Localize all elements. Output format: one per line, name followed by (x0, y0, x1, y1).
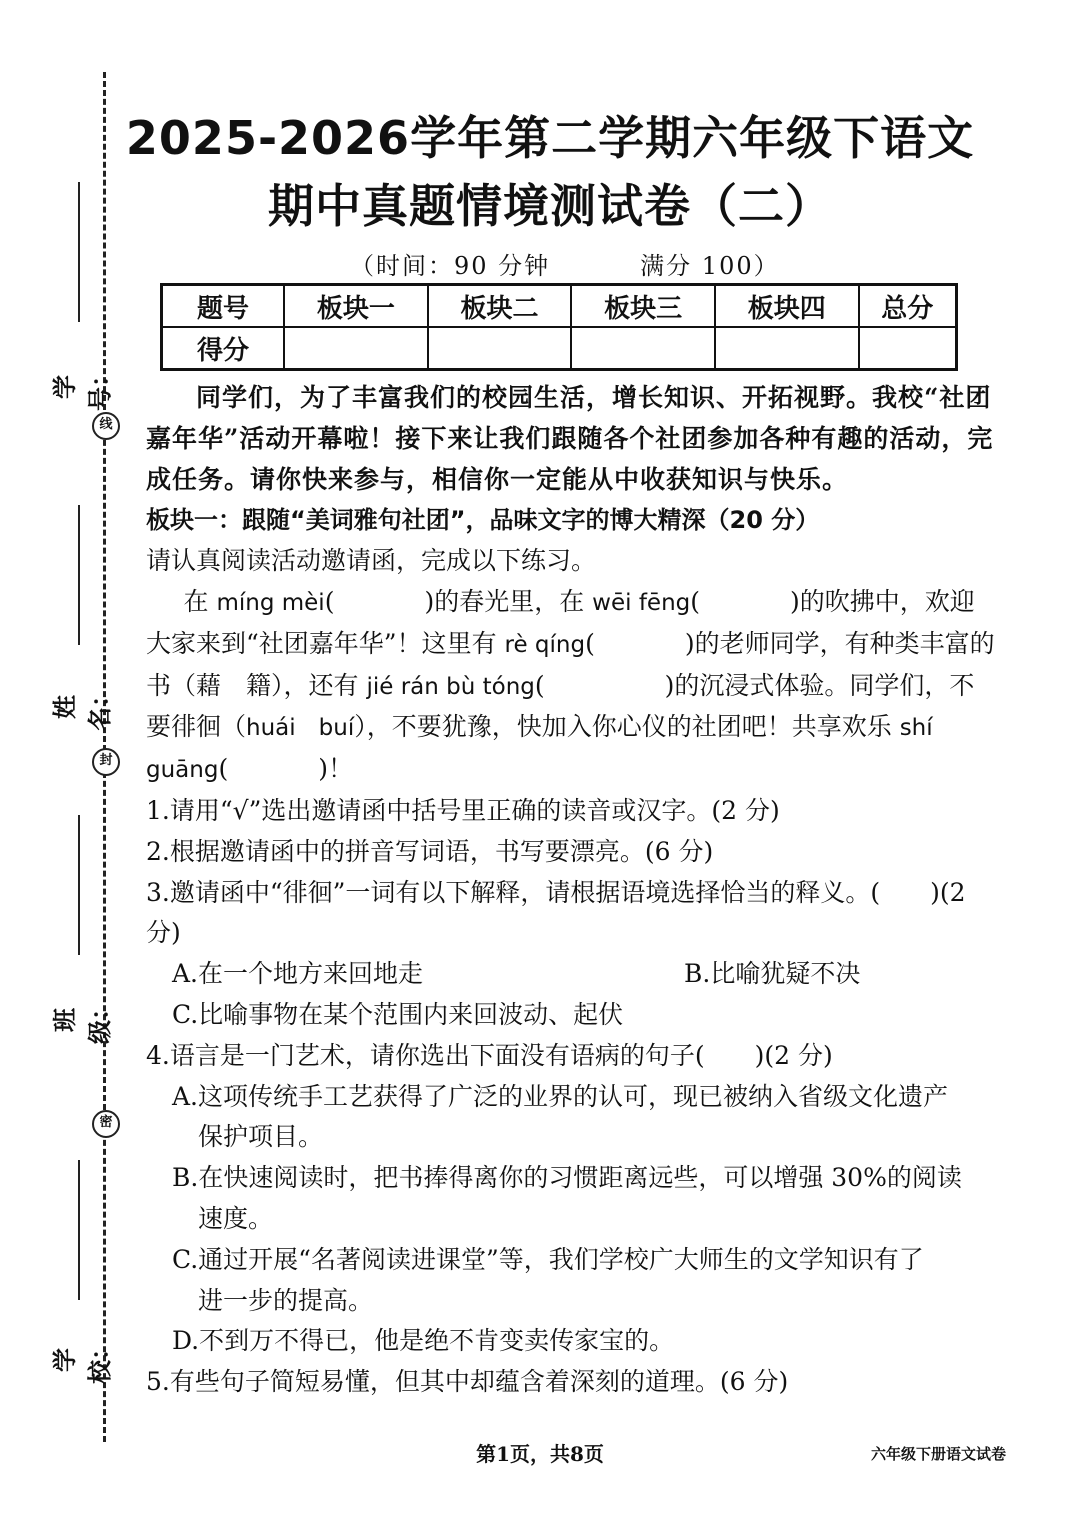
question-1: 1.请用“√”选出邀请函中括号里正确的读音或汉字。(2 分) (146, 795, 780, 825)
header-cell: 板块四 (715, 285, 859, 328)
seal-mark-xian: 线 (92, 412, 120, 440)
pinyin: wēi fēng (592, 589, 691, 616)
header-cell: 板块二 (428, 285, 572, 328)
paper-label: 六年级下册语文试卷 (870, 1445, 1006, 1463)
score-cell[interactable] (284, 327, 428, 370)
class-label: 班级： (50, 996, 114, 1044)
score-cell[interactable] (571, 327, 715, 370)
header-cell: 板块三 (571, 285, 715, 328)
question-4: 4.语言是一门艺术，请你选出下面没有语病的句子( )(2 分) (146, 1040, 833, 1070)
score-table (160, 283, 958, 371)
name-label: 姓名： (50, 683, 114, 731)
title-line-2: 期中真题情境测试卷（二） (268, 179, 832, 233)
name-line[interactable] (78, 505, 80, 645)
exam-content (146, 378, 996, 1403)
seal-mark-feng: 封 (92, 748, 120, 776)
pinyin: jié rán bù tóng (366, 673, 535, 700)
score-cell[interactable] (428, 327, 572, 370)
section-1-heading: 板块一：跟随“美词雅句社团”，品味文字的博大精深（20 分） (146, 506, 820, 535)
pinyin: shí guāng (146, 715, 933, 784)
option-a-cont: 保护项目。 (198, 1122, 324, 1152)
header-cell: 题号 (162, 285, 285, 328)
score-cell[interactable] (859, 327, 957, 370)
question-5: 5.有些句子简短易懂，但其中却蕴含着深刻的道理。(6 分) (146, 1367, 789, 1397)
option-a: A.这项传统手工艺获得了广泛的业界的认可，现已被纳入省级文化遗产 (172, 1081, 949, 1111)
question-3-options (146, 954, 996, 995)
seal-mark-mi: 密 (92, 1110, 120, 1138)
time-limit: （时间：90 分钟 (350, 252, 551, 280)
pinyin: huái buí (246, 715, 355, 742)
pinyin: rè qíng (504, 631, 586, 658)
question-3: 3.邀请函中“徘徊”一词有以下解释，请根据语境选择恰当的释义。( )(2 分) (146, 877, 966, 948)
row-label: 得分 (162, 327, 285, 370)
class-line[interactable] (78, 815, 80, 955)
option-b: B.比喻犹疑不决 (684, 959, 861, 989)
pinyin: míng mèi (216, 589, 325, 616)
section-1-instruction: 请认真阅读活动邀请函，完成以下练习。 (146, 546, 597, 576)
exam-info (350, 246, 870, 281)
page-number: 第1页，共8页 (476, 1442, 604, 1466)
option-a: A.在一个地方来回地走 (172, 959, 424, 989)
header-cell: 板块一 (284, 285, 428, 328)
option-c-cont: 进一步的提高。 (198, 1285, 374, 1315)
full-score: 满分 100） (640, 252, 780, 280)
score-table-row (162, 327, 957, 370)
school-label: 学校： (50, 1336, 114, 1384)
header-cell: 总分 (859, 285, 957, 328)
score-table-header (162, 285, 957, 328)
invitation-letter: 在 míng mèi( )的春光里，在 wēi fēng( )的吹拂中，欢迎大家来到“社团嘉年华”！这里有 rè qíng( )的老师同学，有种类丰富的书（藉 籍），还有 jié rán bù tóng( )的沉浸式体验。同学们，不要徘徊（huái buí），不要犹豫，快加入你心仪的社团吧！共享欢乐 shí guāng( )！ (146, 586, 995, 784)
school-line[interactable] (78, 1160, 80, 1300)
option-c: C.通过开展“名著阅读进课堂”等，我们学校广大师生的文学知识有了 (172, 1244, 924, 1274)
option-b: B.在快速阅读时，把书捧得离你的习惯距离远些，可以增强 30%的阅读 (172, 1163, 962, 1193)
title-line-1: 2025-2026学年第二学期六年级下语文 (125, 111, 975, 165)
option-c: C.比喻事物在某个范围内来回波动、起伏 (172, 999, 624, 1029)
question-2: 2.根据邀请函中的拼音写词语，书写要漂亮。(6 分) (146, 836, 714, 866)
intro-paragraph: 同学们，为了丰富我们的校园生活，增长知识、开拓视野。我校“社团嘉年华”活动开幕啦！接下来让我们跟随各个社团参加各种有趣的活动，完成任务。请你快来参与，相信你一定能从中收获知识与快乐。 (146, 383, 994, 494)
option-d: D.不到万不得已，他是绝不肯变卖传家宝的。 (172, 1326, 675, 1356)
student-id-label: 学号： (50, 363, 114, 411)
score-cell[interactable] (715, 327, 859, 370)
option-b-cont: 速度。 (198, 1203, 274, 1233)
